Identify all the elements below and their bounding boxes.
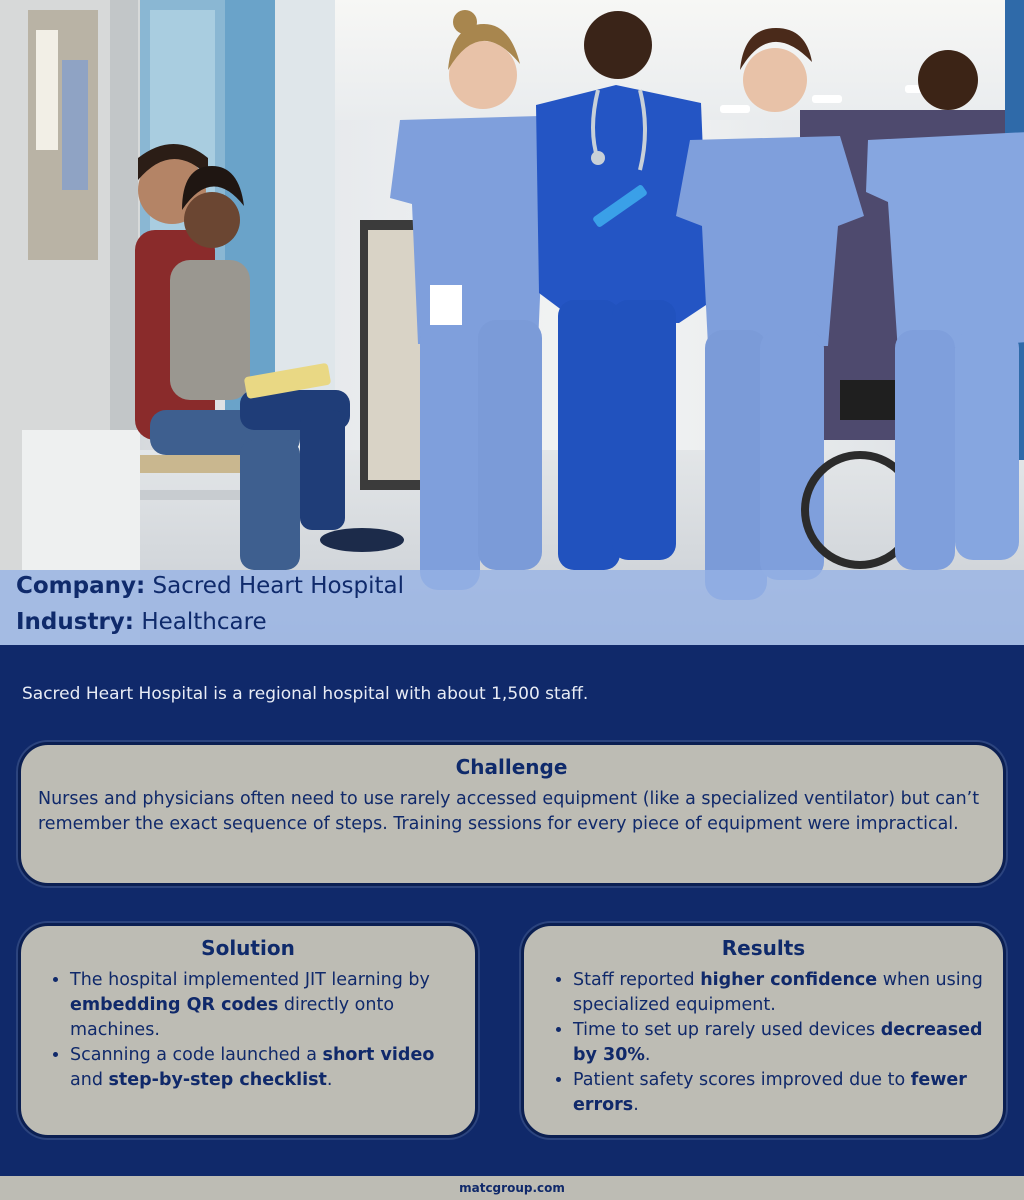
solution-title: Solution — [201, 936, 295, 960]
emphasis-text: embedding QR codes — [70, 995, 279, 1015]
results-list — [536, 968, 991, 1118]
emphasis-text: decreased by 30% — [573, 1020, 983, 1065]
item-text: Scanning a code launched a — [70, 1045, 323, 1065]
item-text: . — [633, 1095, 639, 1115]
item-text: when using specialized equipment. — [573, 970, 983, 1015]
solution-list — [33, 968, 463, 1093]
item-text: directly onto machines. — [70, 995, 395, 1040]
list-item — [573, 968, 991, 1018]
item-text: . — [644, 1045, 651, 1065]
list-item — [70, 1043, 463, 1093]
industry-line — [16, 609, 267, 635]
item-text: . — [326, 1070, 333, 1090]
item-text: Time to set up rarely used devices — [573, 1020, 881, 1040]
company-value: Sacred Heart Hospital — [152, 573, 405, 599]
results-title: Results — [721, 936, 806, 960]
item-text: Staff reported — [573, 970, 701, 990]
list-item — [70, 968, 463, 1043]
emphasis-text: fewer errors — [573, 1070, 967, 1115]
industry-value: Healthcare — [141, 609, 267, 635]
list-item — [573, 1018, 991, 1068]
emphasis-text: step-by-step checklist — [108, 1070, 327, 1090]
emphasis-text: short video — [322, 1045, 435, 1065]
item-text: The hospital implemented JIT learning by — [70, 970, 430, 990]
results-card — [521, 923, 1006, 1138]
intro-text: Sacred Heart Hospital is a regional hospital with about 1,500 staff. — [22, 684, 589, 704]
list-item — [573, 1068, 991, 1118]
challenge-text: Nurses and physicians often need to use rarely accessed equipment (like a specialized ventilator) but can’t remember the exact sequence of steps. Training sessions for every piece of equipment were impractical. — [38, 789, 980, 834]
challenge-title: Challenge — [455, 755, 568, 779]
emphasis-text: higher confidence — [700, 970, 878, 990]
company-label: Company: — [16, 573, 146, 599]
footer-url[interactable]: matcgroup.com — [0, 1176, 1024, 1200]
challenge-card — [18, 742, 1006, 886]
industry-label: Industry: — [16, 609, 134, 635]
item-text: and — [70, 1070, 109, 1090]
company-line — [16, 573, 404, 599]
item-text: Patient safety scores improved due to — [573, 1070, 911, 1090]
solution-card — [18, 923, 478, 1138]
